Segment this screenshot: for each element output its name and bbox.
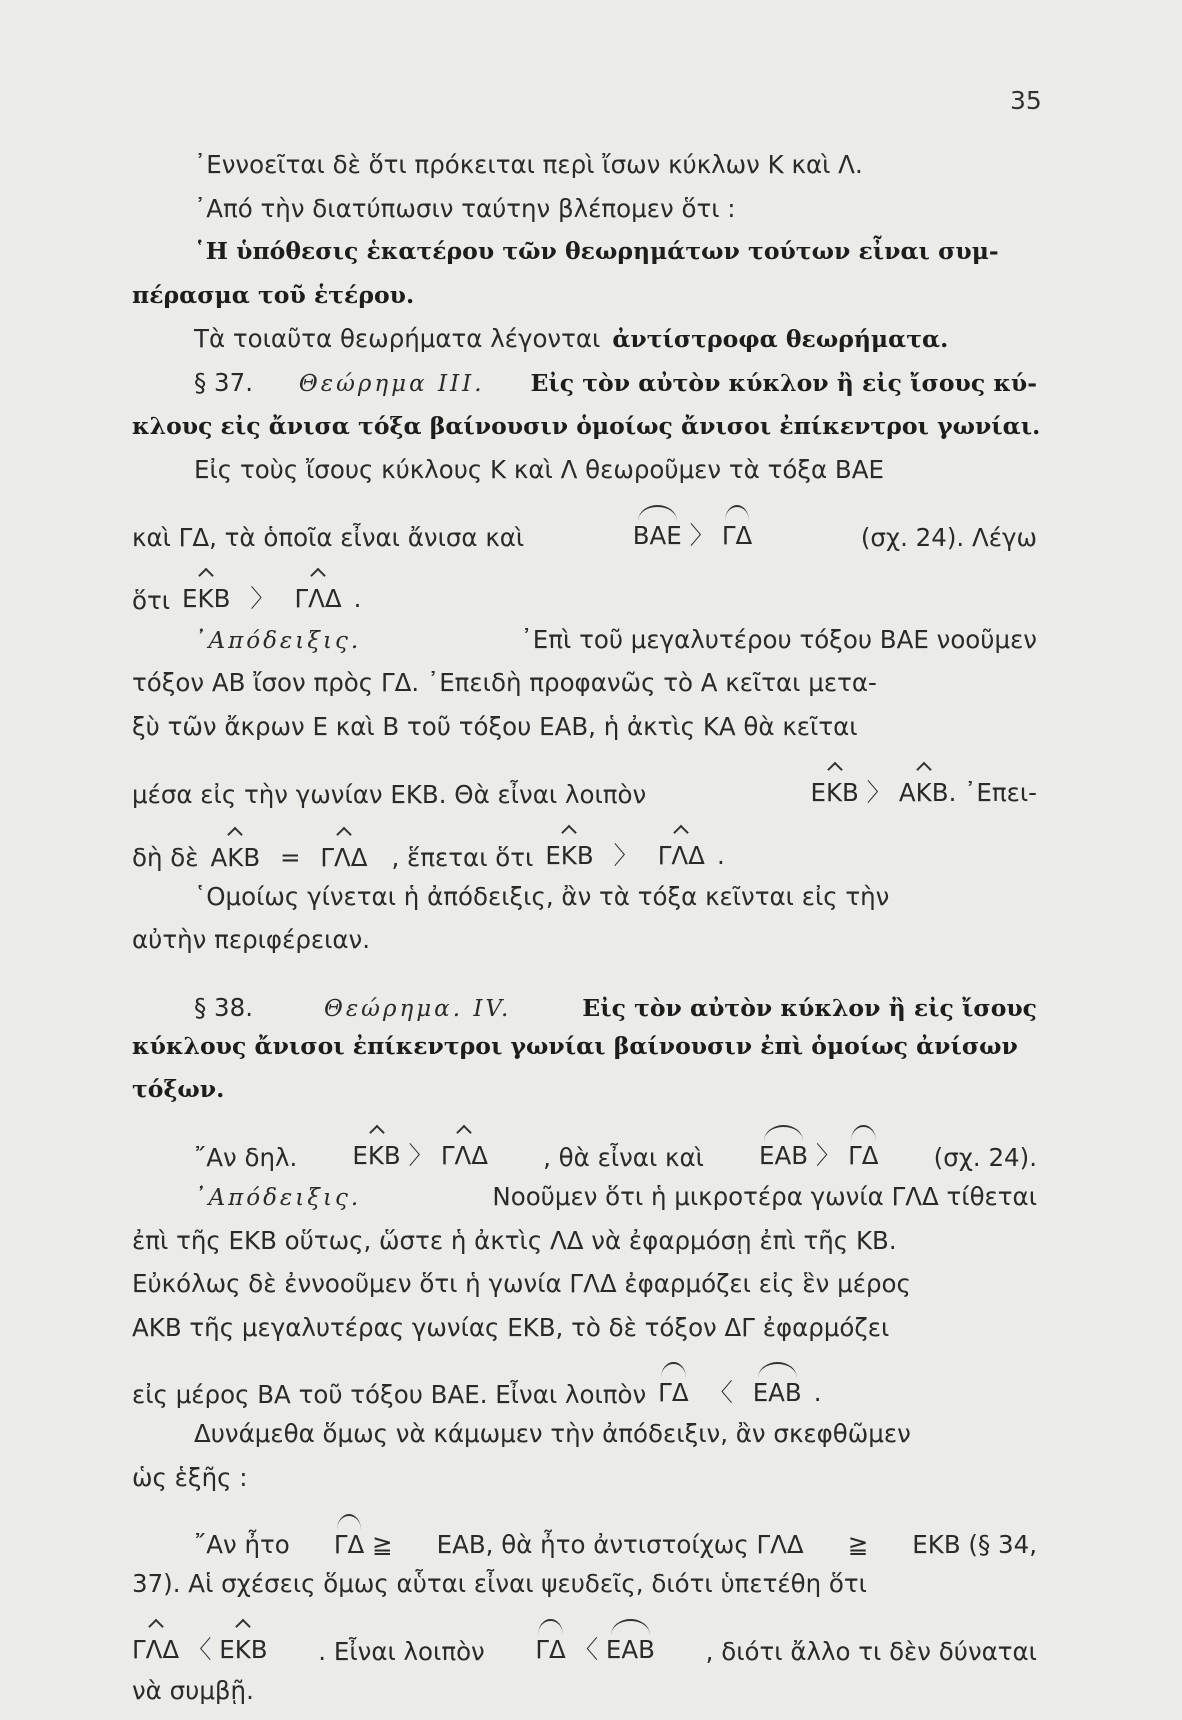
bold-text: κύκλους ἄνισοι ἐπίκεντροι γωνίαι βαίνουσιν ἐπὶ ὁμοίως ἀνίσων	[132, 1031, 1018, 1060]
arc-symbol: ΒΑΕ	[632, 520, 682, 550]
angle-expression	[545, 837, 736, 872]
bold-text: Εἰς τὸν αὐτὸν κύκλον ἢ εἰς ἴσους κύ-	[530, 368, 1037, 397]
angle-expression	[352, 1137, 488, 1172]
text: ΕΚΒ (§ 34,	[912, 1530, 1037, 1560]
text: .	[353, 583, 362, 613]
theorem-label: Θεώρημα ΙΙΙ.	[298, 370, 485, 397]
lt-symbol: 〈	[708, 1378, 733, 1408]
text-line	[132, 1032, 1037, 1076]
text: ῾Ομοίως γίνεται ἡ ἀπόδειξις, ἂν τὰ τόξα κεῖνται εἰς τὴν	[194, 881, 890, 911]
text: μέσα εἰς τὴν γωνίαν ΕΚΒ. Θὰ εἶναι λοιπὸν	[132, 779, 647, 809]
text: ᾽Από τὴν διατύπωσιν ταύτην βλέπομεν ὅτι :	[194, 193, 736, 223]
text-line	[132, 882, 1037, 926]
gt-symbol: 〉	[866, 777, 892, 807]
text-line	[132, 499, 1037, 562]
text: ῎Αν ἦτο	[194, 1530, 290, 1560]
arc-symbol: ΕΑΒ	[752, 1378, 802, 1408]
angle-symbol: ΑΚΒ	[210, 842, 261, 872]
proof-label: ᾽Απόδειξις.	[194, 627, 362, 654]
gt-symbol: 〉	[250, 583, 275, 613]
angle-expression	[132, 1631, 268, 1666]
gt-symbol: 〉	[613, 840, 638, 870]
text: ἐπὶ τῆς ΕΚΒ οὕτως, ὥστε ἡ ἀκτὶς ΛΔ νὰ ἐφαρμόσῃ ἐπὶ τῆς ΚΒ.	[132, 1225, 897, 1255]
text: Νοοῦμεν ὅτι ἡ μικροτέρα γωνία ΓΛΔ τίθεται	[492, 1181, 1037, 1211]
arc-expression	[633, 517, 753, 552]
arc-expression	[334, 1530, 393, 1559]
text: (σχ. 24). Λέγω	[860, 522, 1037, 552]
lt-symbol: 〈	[573, 1635, 599, 1665]
text-line	[132, 411, 1041, 456]
page-number: 35	[1010, 86, 1042, 115]
angle-symbol: ΓΛΔ	[132, 1635, 180, 1665]
bold-text: πέρασμα τοῦ ἑτέρου.	[132, 280, 415, 309]
text-line	[132, 1613, 1037, 1676]
text: ᾽Επὶ τοῦ μεγαλυτέρου τόξου ΒΑΕ νοοῦμεν	[520, 624, 1037, 654]
arc-symbol: ΓΔ	[333, 1530, 365, 1560]
text: αὐτὴν περιφέρειαν.	[132, 925, 371, 955]
text-line	[132, 194, 1037, 238]
text: ξὺ τῶν ἄκρων Ε καὶ Β τοῦ τόξου ΕΑΒ, ἡ ἀκτὶς ΚΑ θὰ κεῖται	[132, 711, 858, 741]
text: ὅτι	[132, 585, 171, 615]
arc-symbol: ΕΑΒ	[759, 1140, 809, 1170]
angle-symbol: ΕΚΒ	[182, 583, 231, 613]
text: , ἕπεται ὅτι	[391, 842, 534, 872]
arc-symbol: ΓΔ	[535, 1635, 566, 1665]
angle-symbol: ΑΚΒ	[898, 777, 949, 807]
text: εἰς μέρος ΒΑ τοῦ τόξου ΒΑΕ. Εἶναι λοιπὸν	[132, 1380, 647, 1410]
bold-text: ῾Η ὑπόθεσις ἑκατέρου τῶν θεωρημάτων τούτων εἶναι συμ-	[194, 237, 999, 266]
text-line	[132, 1226, 1037, 1270]
text-line	[132, 150, 1037, 194]
eq-symbol: =	[279, 842, 301, 872]
lt-symbol: 〈	[186, 1635, 212, 1665]
text: Εἰς τοὺς ἴσους κύκλους Κ καὶ Λ θεωροῦμεν τὰ τόξα ΒΑΕ	[194, 455, 884, 485]
bold-text: ἀντίστροφα θεωρήματα.	[612, 325, 949, 354]
text-line	[132, 455, 1037, 499]
proof-label: ᾽Απόδειξις.	[194, 1184, 362, 1211]
text: .	[716, 840, 725, 870]
text: ῎Αν δηλ.	[194, 1142, 298, 1172]
text-line	[132, 1182, 1037, 1226]
arc-expression	[658, 1374, 833, 1409]
arc-symbol: ΓΔ	[658, 1378, 689, 1408]
text: Δυνάμεθα ὅμως νὰ κάμωμεν τὴν ἀπόδειξιν, ἂν σκεφθῶμεν	[194, 1419, 911, 1449]
arc-expression	[759, 1137, 879, 1172]
text-line	[132, 237, 1037, 281]
angle-symbol: ΕΚΒ	[352, 1140, 401, 1170]
text-line	[132, 1356, 1037, 1419]
gt-symbol: 〉	[815, 1140, 841, 1170]
angle-symbol: ΕΚΒ	[810, 777, 859, 807]
angle-expression	[211, 843, 380, 872]
text: ὡς ἑξῆς :	[132, 1462, 248, 1492]
text-line	[132, 1075, 1037, 1119]
text: . Εἶναι λοιπὸν	[318, 1637, 485, 1667]
text: .	[813, 1378, 822, 1408]
text: , διότι ἄλλο τι δὲν δύναται	[705, 1637, 1037, 1667]
text-line	[132, 562, 1037, 625]
arc-symbol: ΓΔ	[721, 520, 753, 550]
bold-text: κλους εἰς ἄνισα τόξα βαίνουσιν ὁμοίως ἄνισοι ἐπίκεντροι γωνίαι.	[132, 411, 1041, 440]
text-line	[132, 1269, 1037, 1313]
text: ΑΚΒ τῆς μεγαλυτέρας γωνίας ΕΚΒ, τὸ δὲ τόξον ΔΓ ἐφαρμόζει	[132, 1312, 890, 1342]
text-line	[132, 925, 1037, 969]
text: ᾽Εννοεῖται δὲ ὅτι πρόκειται περὶ ἴσων κύκλων Κ καὶ Λ.	[194, 150, 863, 179]
angle-symbol: ΓΛΔ	[657, 840, 705, 870]
angle-symbol: ΓΛΔ	[320, 842, 368, 872]
angle-symbol: ΕΚΒ	[219, 1635, 268, 1665]
theorem-label: Θεώρημα. ΙV.	[323, 995, 512, 1022]
arc-expression	[535, 1631, 655, 1666]
bold-text: τόξων.	[132, 1075, 225, 1104]
arc-symbol: ΓΔ	[848, 1140, 879, 1170]
angle-symbol: ΓΛΔ	[294, 583, 342, 613]
text-line	[132, 281, 1037, 325]
theorem-heading	[132, 969, 1037, 1032]
section-number: § 37.	[194, 367, 254, 397]
text: . ᾽Επει-	[948, 777, 1037, 807]
text: νὰ συμβῇ.	[132, 1676, 254, 1706]
text-line	[132, 712, 1037, 756]
text-line	[132, 324, 1037, 368]
text-line	[132, 1119, 1037, 1182]
theorem-heading	[132, 368, 1037, 412]
arc-symbol: ΕΑΒ	[605, 1635, 655, 1665]
text: τόξον ΑΒ ἴσον πρὸς ΓΔ. ᾽Επειδὴ προφανῶς τὸ Α κεῖται μετα-	[132, 668, 877, 698]
text: ΕΑΒ, θὰ ἦτο ἀντιστοίχως ΓΛΔ	[436, 1530, 804, 1560]
angle-symbol: ΓΛΔ	[440, 1140, 488, 1170]
angle-symbol: ΕΚΒ	[545, 840, 594, 870]
gt-symbol: 〉	[689, 520, 715, 550]
text: (σχ. 24).	[933, 1142, 1037, 1172]
text: Εὐκόλως δὲ ἐννοοῦμεν ὅτι ἡ γωνία ΓΛΔ ἐφαρμόζει εἰς ἓν μέρος	[132, 1269, 911, 1299]
text: καὶ ΓΔ, τὰ ὁποῖα εἶναι ἄνισα καὶ	[132, 522, 525, 552]
text-line	[132, 1676, 1037, 1720]
text: Τὰ τοιαῦτα θεωρήματα λέγονται	[194, 324, 601, 354]
bold-text: Εἰς τὸν αὐτὸν κύκλον ἢ εἰς ἴσους	[582, 993, 1037, 1022]
text-line	[132, 1506, 1037, 1569]
text-line	[132, 668, 1037, 712]
text-line	[132, 1313, 1037, 1357]
angle-expression	[182, 580, 373, 615]
text-line	[132, 1419, 1037, 1463]
page-text	[132, 150, 1041, 1720]
ge-symbol: ≧	[847, 1530, 869, 1560]
gt-symbol: 〉	[408, 1140, 434, 1170]
section-number: § 38.	[194, 992, 254, 1022]
text-line	[132, 756, 1037, 819]
text-line	[132, 819, 1037, 882]
text: , θὰ εἶναι καὶ	[543, 1142, 704, 1172]
ge-symbol: ≧	[372, 1530, 393, 1560]
text: 37). Αἱ σχέσεις ὅμως αὗται εἶναι ψευδεῖς, διότι ὑπετέθη ὅτι	[132, 1569, 867, 1599]
text: δὴ δὲ	[132, 842, 199, 872]
angle-expression	[810, 774, 1037, 809]
text-line	[132, 625, 1037, 669]
text-line	[132, 1569, 1037, 1613]
